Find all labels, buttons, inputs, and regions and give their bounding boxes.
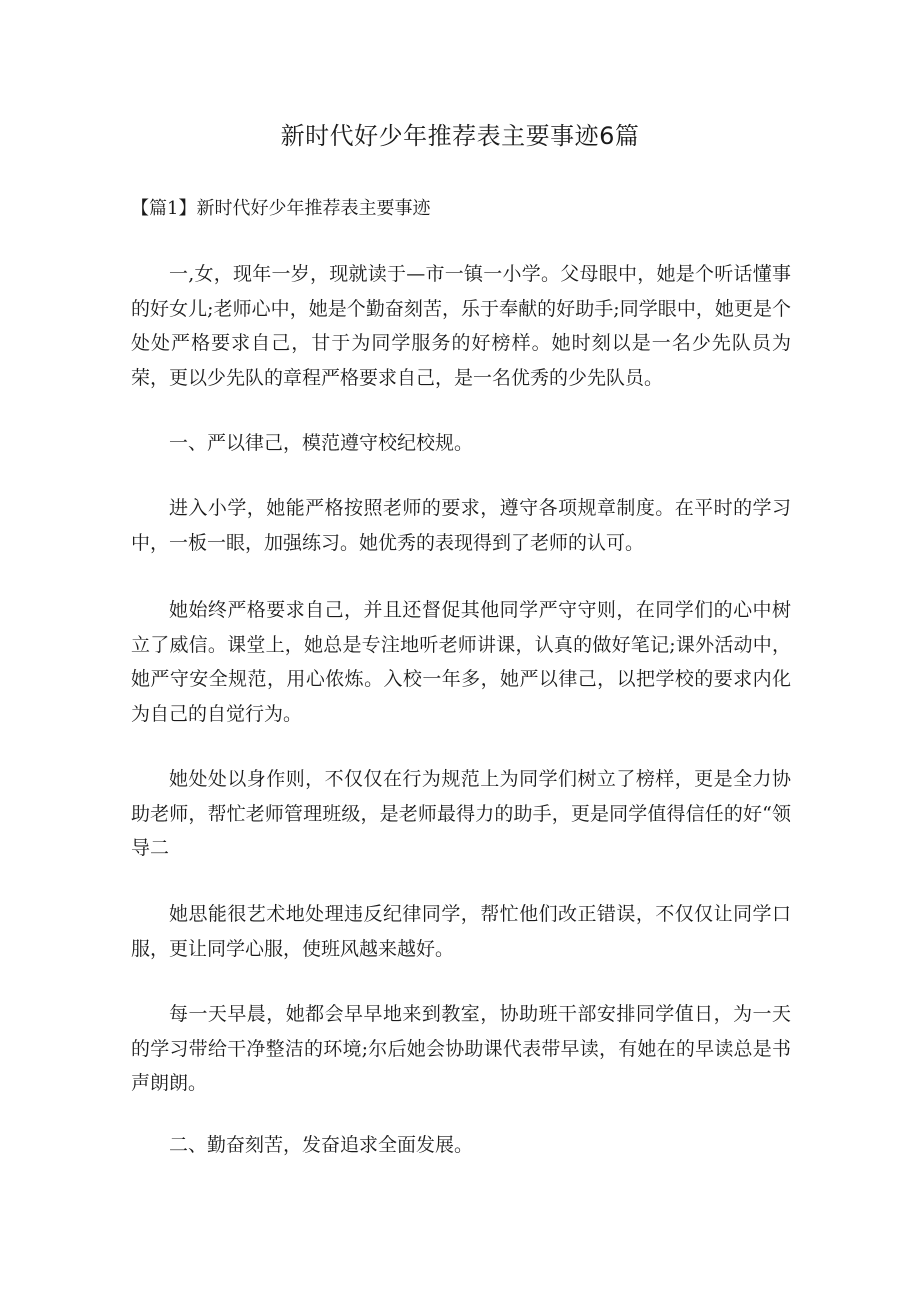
paragraph-example: 她处处以身作则，不仅仅在行为规范上为同学们树立了榜样，更是全力协助老师，帮忙老师管理班级，是老师最得力的助手，更是同学值得信任的好“领导二 bbox=[131, 768, 791, 859]
section-heading: 【篇1】新时代好少年推荐表主要事迹 bbox=[131, 198, 431, 219]
paragraph-strict: 她始终严格要求自己，并且还督促其他同学严守守则，在同学们的心中树立了威信。课堂上，她总是专注地听老师讲课，认真的做好笔记;课外活动中，她严守安全规范，用心侬炼。入校一年多，她严以律己，以把学校的要求内化为自己的自觉行为。 bbox=[131, 599, 791, 725]
paragraph-intro: 一,女，现年一岁，现就读于—市一镇一小学。父母眼中，她是个听话懂事的好女儿;老师心中，她是个勤奋刻苦，乐于奉献的好助手;同学眼中，她更是个处处严格要求自己，甘于为同学服务的好榜样。她时刻以是一名少先队员为荣，更以少先队的章程严格要求自己，是一名优秀的少先队员。 bbox=[131, 263, 791, 389]
document-title: 新时代好少年推荐表主要事迹6篇 bbox=[280, 122, 640, 150]
subheading-discipline: 一、严以律己，模范遵守校纪校规。 bbox=[169, 432, 474, 454]
subheading-diligence: 二、勤奋刻苦，发奋追求全面发展。 bbox=[169, 1134, 474, 1156]
paragraph-rules: 进入小学，她能严格按照老师的要求，遵守各项规章制度。在平时的学习中，一板一眼，加强练习。她优秀的表现得到了老师的认可。 bbox=[131, 497, 791, 554]
paragraph-morning: 每一天早晨，她都会早早地来到教室，协助班干部安排同学值日，为一天的学习带给干净整洁的环境;尔后她会协助课代表带早读，有她在的早读总是书声朗朗。 bbox=[131, 1003, 791, 1094]
paragraph-handling: 她思能很艺术地处理违反纪律同学，帮忙他们改正错误，不仅仅让同学口服，更让同学心服，使班风越来越好。 bbox=[131, 903, 791, 960]
